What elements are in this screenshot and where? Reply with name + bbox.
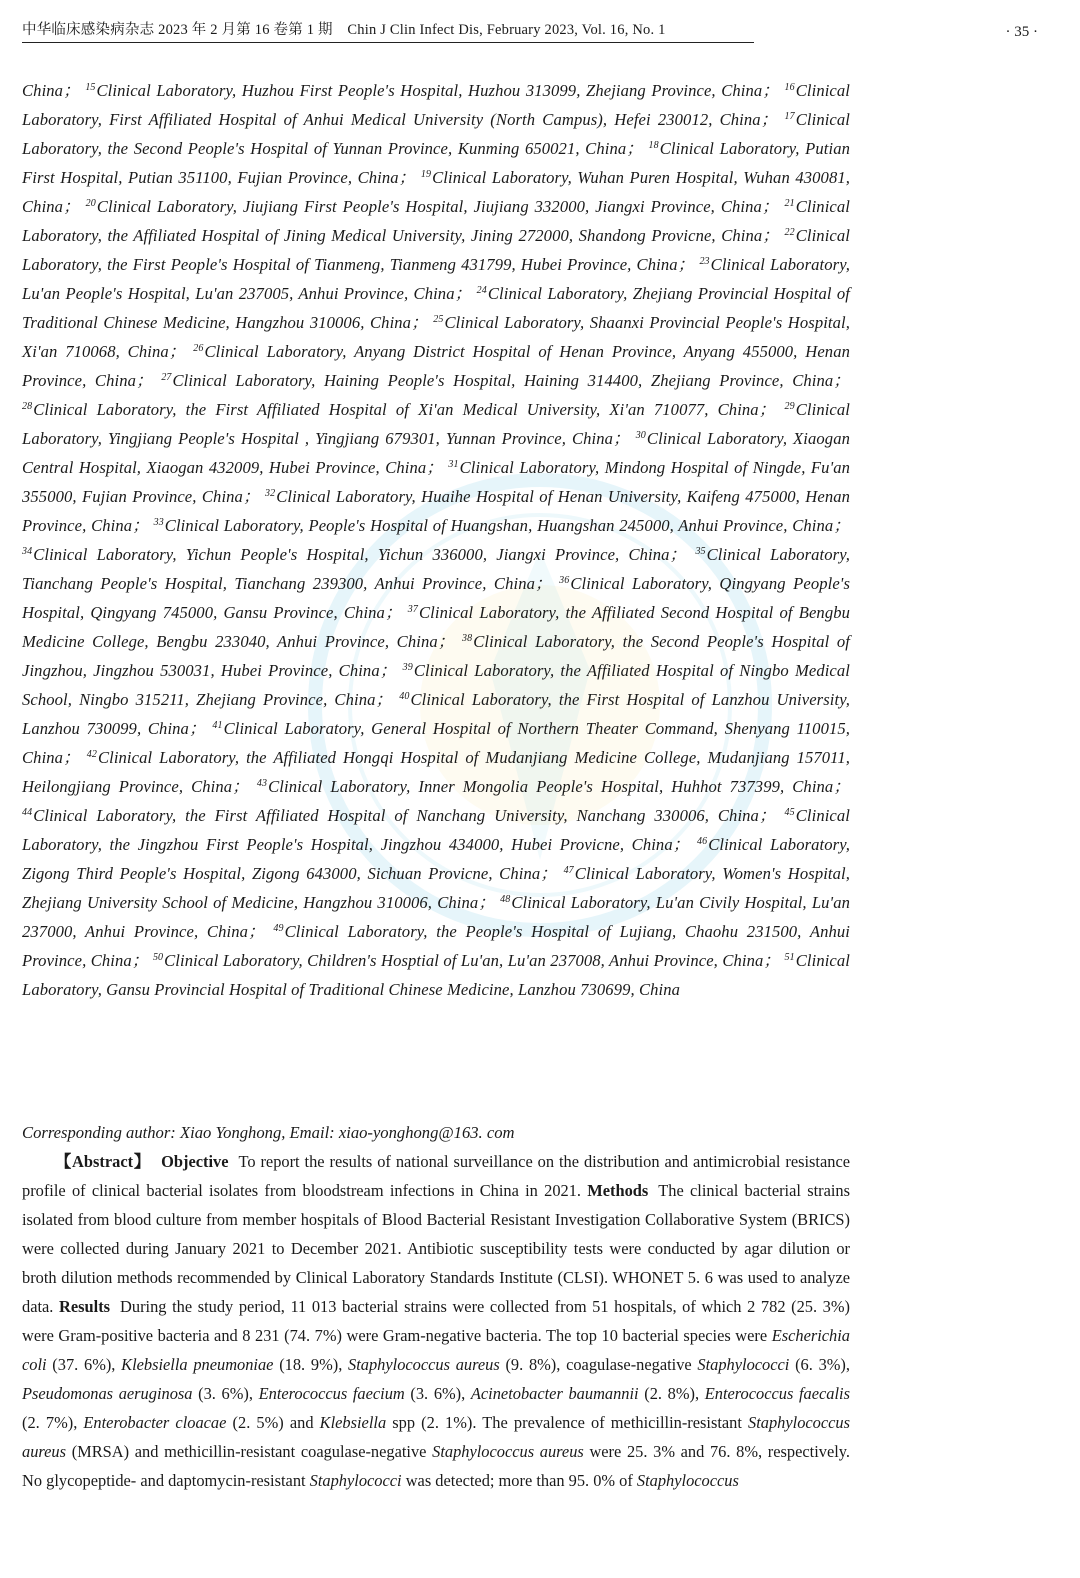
affiliation-text: Clinical Laboratory, the Second People's Hospital of Jingzhou, Jingzhou 530031, Hubei Province, China； bbox=[22, 632, 850, 680]
results-fragment: were 25. 3% and 76. 8%, respectively. No glycopeptide- and daptomycin-resistant bbox=[22, 1442, 850, 1490]
affiliation-text: Clinical Laboratory, the First People's Hospital of Tianmeng, Tianmeng 431799, Hubei Province, China； bbox=[22, 226, 850, 274]
affiliation-number: 42 bbox=[86, 749, 97, 760]
results-fragment: (3. 6%), bbox=[404, 1384, 471, 1403]
affiliation-item bbox=[257, 777, 850, 796]
results-fragment: (2. 8%), bbox=[638, 1384, 705, 1403]
affiliation-number: 39 bbox=[402, 662, 413, 673]
results-label: Results bbox=[59, 1297, 111, 1316]
affiliation-number: 49 bbox=[273, 923, 284, 934]
affiliation-number: 35 bbox=[695, 546, 706, 557]
affiliation-item bbox=[161, 371, 850, 390]
affiliation-item bbox=[22, 545, 686, 564]
affiliation-number: 19 bbox=[420, 169, 432, 180]
affiliation-number: 27 bbox=[161, 372, 172, 383]
affiliation-item bbox=[22, 806, 776, 825]
corresponding-text: Xiao Yonghong, Email: xiao-yonghong@163. com bbox=[179, 1123, 515, 1142]
affiliation-number: 29 bbox=[784, 401, 795, 412]
affiliation-text: Clinical Laboratory, the Jingzhou First People's Hospital, Jingzhou 434000, Hubei Provicne, China； bbox=[22, 806, 851, 854]
species-name: Staphylococcus bbox=[636, 1471, 739, 1490]
affiliation-number: 28 bbox=[22, 401, 33, 412]
affiliation-number: 30 bbox=[635, 430, 646, 441]
affiliation-number: 48 bbox=[500, 894, 511, 905]
affiliation-number: 25 bbox=[433, 314, 444, 325]
affiliation-text: Clinical Laboratory, Zhejiang Provincial Hospital of Traditional Chinese Medicine, Hangzhou 310006, China； bbox=[22, 284, 851, 332]
affiliation-text: Clinical Laboratory, Putian First Hospital, Putian 351100, Fujian Province, China； bbox=[22, 139, 850, 187]
affiliation-number: 22 bbox=[784, 227, 795, 238]
affiliation-text: Clinical Laboratory, Inner Mongolia People's Hospital, Huhhot 737399, China； bbox=[268, 777, 851, 796]
affiliation-text: Clinical Laboratory, Lu'an People's Hospital, Lu'an 237005, Anhui Province, China； bbox=[22, 255, 851, 303]
affiliation-item bbox=[153, 951, 780, 970]
affiliation-text: Clinical Laboratory, the First Affiliated Hospital of Nanchang University, Nanchang 330006, China； bbox=[33, 806, 776, 825]
affiliation-number: 24 bbox=[476, 285, 487, 296]
affiliation-number: 50 bbox=[152, 952, 164, 963]
affiliation-text: Clinical Laboratory, Qingyang People's Hospital, Qingyang 745000, Gansu Province, China； bbox=[22, 574, 850, 622]
affiliation-text: Clinical Laboratory, the First Affiliated Hospital of Xi'an Medical University, Xi'an 710077, China； bbox=[33, 400, 776, 419]
affiliation-number: 26 bbox=[193, 343, 204, 354]
abstract-label: 【Abstract】 bbox=[54, 1152, 152, 1171]
affiliation-text: Clinical Laboratory, the Affiliated Hospital of Ningbo Medical School, Ningbo 315211, Zhejiang Province, China； bbox=[22, 661, 851, 709]
affiliation-text: Clinical Laboratory, Jiujiang First People's Hospital, Jiujiang 332000, Jiangxi Province, China； bbox=[96, 197, 779, 216]
affiliation-number: 33 bbox=[153, 517, 164, 528]
results-fragment: (3. 6%), bbox=[192, 1384, 259, 1403]
affiliation-number: 40 bbox=[399, 691, 410, 702]
page-number: · 35 · bbox=[1005, 24, 1038, 40]
species-name: Staphylococcus aureus bbox=[22, 1413, 850, 1461]
affiliation-text: Clinical Laboratory, the First Hospital of Lanzhou University, Lanzhou 730099, China； bbox=[22, 690, 851, 738]
methods-text: The clinical bacterial strains isolated from blood culture from member hospitals of Blood Bacterial Resistant Investigation Collaborative System (BRICS) were collected during January 2021 to December 2021. Antibiotic susceptibility tests were conducted by agar dilution or broth dilution methods recommended by Clinical Laboratory Standards Institute (CLSI). WHONET 5. 6 was used to analyze data. bbox=[22, 1181, 850, 1316]
affiliation-text: Clinical Laboratory, Yingjiang People's Hospital , Yingjiang 679301, Yunnan Province, China； bbox=[22, 400, 851, 448]
affiliation-text: Clinical Laboratory, Huaihe Hospital of Henan University, Kaifeng 475000, Henan Province, China； bbox=[22, 487, 851, 535]
affiliation-text: Clinical Laboratory, Yichun People's Hospital, Yichun 336000, Jiangxi Province, China； bbox=[33, 545, 687, 564]
affiliation-item bbox=[85, 81, 779, 100]
affiliation-text: Clinical Laboratory, Lu'an Civily Hospital, Lu'an 237000, Anhui Province, China； bbox=[22, 893, 850, 941]
affiliation-text: Clinical Laboratory, Women's Hospital, Zhejiang University School of Medicine, Hangzhou 310006, China； bbox=[22, 864, 851, 912]
affiliation-number: 18 bbox=[648, 140, 659, 151]
affiliation-text: Clinical Laboratory, People's Hospital of Huangshan, Huangshan 245000, Anhui Province, China； bbox=[164, 516, 851, 535]
affiliation-text: Clinical Laboratory, Tianchang People's Hospital, Tianchang 239300, Anhui Province, China； bbox=[22, 545, 851, 593]
results-fragment: (9. 8%), coagulase-negative bbox=[499, 1355, 698, 1374]
affiliation-number: 45 bbox=[784, 807, 795, 818]
species-name: Enterobacter cloacae bbox=[83, 1413, 227, 1432]
methods-label: Methods bbox=[587, 1181, 649, 1200]
affiliation-number: 34 bbox=[22, 546, 33, 557]
affiliation-text: Clinical Laboratory, Shaanxi Provincial People's Hospital, Xi'an 710068, China； bbox=[22, 313, 850, 361]
results-fragment: (2. 7%), bbox=[22, 1413, 84, 1432]
affiliation-text: Clinical Laboratory, the Affiliated Hongqi Hospital of Mudanjiang Medicine College, Mudanjiang 157011, Heilongjiang Province, China； bbox=[22, 748, 850, 796]
affiliation-text: Clinical Laboratory, the Second People's Hospital of Yunnan Province, Kunming 650021, China； bbox=[22, 110, 851, 158]
results-fragment: was detected; more than 95. 0% of bbox=[401, 1471, 637, 1490]
species-name: Staphylococci bbox=[309, 1471, 402, 1490]
species-name: Klebsiella pneumoniae bbox=[121, 1355, 274, 1374]
affiliation-text: Clinical Laboratory, Xiaogan Central Hospital, Xiaogan 432009, Hubei Province, China； bbox=[22, 429, 850, 477]
affiliation-number: 17 bbox=[784, 111, 795, 122]
affiliation-number: 32 bbox=[265, 488, 276, 499]
affiliation-text: Clinical Laboratory, Children's Hosptial of Lu'an, Lu'an 237008, Anhui Province, China； bbox=[164, 951, 781, 970]
affiliation-number: 43 bbox=[256, 778, 268, 789]
affiliation-number: 51 bbox=[784, 952, 795, 963]
corresponding-label: Corresponding author: bbox=[22, 1123, 176, 1142]
corresponding-author bbox=[22, 1118, 850, 1147]
affiliation-number: 16 bbox=[784, 82, 795, 93]
affiliation-text: Clinical Laboratory, Mindong Hospital of Ningde, Fu'an 355000, Fujian Province, China； bbox=[22, 458, 851, 506]
journal-citation-line: 中华临床感染病杂志 2023 年 2 月第 16 卷第 1 期 Chin J Clin Infect Dis, February 2023, Vol. 16, No. 1 bbox=[22, 22, 666, 38]
affiliation-prefix: China； bbox=[22, 81, 86, 100]
objective-text: To report the results of national surveillance on the distribution and antimicrobial resistance profile of clinical bacterial isolates from bloodstream infections in China in 2021. bbox=[22, 1152, 850, 1200]
results-fragment: spp (2. 1%). The prevalence of methicillin-resistant bbox=[386, 1413, 749, 1432]
results-fragment: During the study period, 11 013 bacterial strains were collected from 51 hospitals, of which 2 782 (25. 3%) were Gram-positive bacteria and 8 231 (74. 7%) were Gram-negative bacteria. The top 10 bacterial species were bbox=[22, 1297, 850, 1345]
affiliation-number: 44 bbox=[22, 807, 33, 818]
affiliation-text: Clinical Laboratory, Wuhan Puren Hospital, Wuhan 430081, China； bbox=[22, 168, 851, 216]
affiliation-text: Clinical Laboratory, the Affiliated Hospital of Jining Medical University, Jining 272000, Shandong Provicne, China； bbox=[22, 197, 850, 245]
affiliation-number: 31 bbox=[448, 459, 459, 470]
affiliation-item bbox=[154, 516, 850, 535]
species-name: Staphylococcus aureus bbox=[348, 1355, 500, 1374]
objective-label: Objective bbox=[161, 1152, 229, 1171]
affiliation-number: 23 bbox=[699, 256, 710, 267]
affiliation-number: 21 bbox=[784, 198, 795, 209]
affiliation-text: Clinical Laboratory, Huzhou First People's Hospital, Huzhou 313099, Zhejiang Province, China； bbox=[96, 81, 779, 100]
affiliation-item bbox=[86, 197, 779, 216]
species-name: Staphylococcus aureus bbox=[432, 1442, 584, 1461]
affiliation-text: Clinical Laboratory, the People's Hospital of Lujiang, Chaohu 231500, Anhui Province, China； bbox=[22, 922, 850, 970]
species-name: Escherichia coli bbox=[22, 1326, 850, 1374]
affiliation-item bbox=[22, 400, 775, 419]
affiliation-text: Clinical Laboratory, Zigong Third People's Hospital, Zigong 643000, Sichuan Provicne, China； bbox=[22, 835, 851, 883]
affiliation-number: 41 bbox=[212, 720, 223, 731]
affiliation-text: Clinical Laboratory, General Hospital of Northern Theater Command, Shenyang 110015, China； bbox=[22, 719, 851, 767]
affiliation-number: 20 bbox=[85, 198, 96, 209]
affiliation-text: Clinical Laboratory, First Affiliated Hospital of Anhui Medical University (North Campus), Hefei 230012, China； bbox=[22, 81, 851, 129]
results-fragment: (18. 9%), bbox=[273, 1355, 349, 1374]
abstract bbox=[22, 1147, 850, 1495]
results-text bbox=[22, 1297, 850, 1490]
results-fragment: (MRSA) and methicillin-resistant coagulase-negative bbox=[66, 1442, 433, 1461]
results-fragment: (37. 6%), bbox=[46, 1355, 122, 1374]
affiliation-number: 46 bbox=[697, 836, 708, 847]
species-name: Acinetobacter baumannii bbox=[470, 1384, 639, 1403]
journal-header bbox=[22, 20, 754, 43]
affiliation-number: 38 bbox=[462, 633, 473, 644]
affiliation-number: 15 bbox=[85, 82, 96, 93]
species-name: Staphylococci bbox=[697, 1355, 790, 1374]
species-name: Enterococcus faecalis bbox=[704, 1384, 850, 1403]
author-affiliations bbox=[22, 76, 850, 1004]
affiliation-number: 47 bbox=[563, 865, 574, 876]
affiliation-text: Clinical Laboratory, the Affiliated Second Hospital of Bengbu Medicine College, Bengbu 233040, Anhui Province, China； bbox=[22, 603, 851, 651]
species-name: Enterococcus faecium bbox=[258, 1384, 405, 1403]
results-fragment: (6. 3%), bbox=[789, 1355, 850, 1374]
affiliation-text: Clinical Laboratory, Gansu Provincial Hospital of Traditional Chinese Medicine, Lanzhou 730699, China bbox=[22, 951, 851, 999]
species-name: Klebsiella bbox=[319, 1413, 387, 1432]
affiliation-number: 37 bbox=[407, 604, 418, 615]
species-name: Pseudomonas aeruginosa bbox=[22, 1384, 193, 1403]
affiliation-number: 36 bbox=[559, 575, 570, 586]
results-fragment: (2. 5%) and bbox=[226, 1413, 320, 1432]
affiliation-text: Clinical Laboratory, Anyang District Hospital of Henan Province, Anyang 455000, Henan Province, China； bbox=[22, 342, 851, 390]
affiliation-text: Clinical Laboratory, Haining People's Hospital, Haining 314400, Zhejiang Province, China； bbox=[172, 371, 850, 390]
